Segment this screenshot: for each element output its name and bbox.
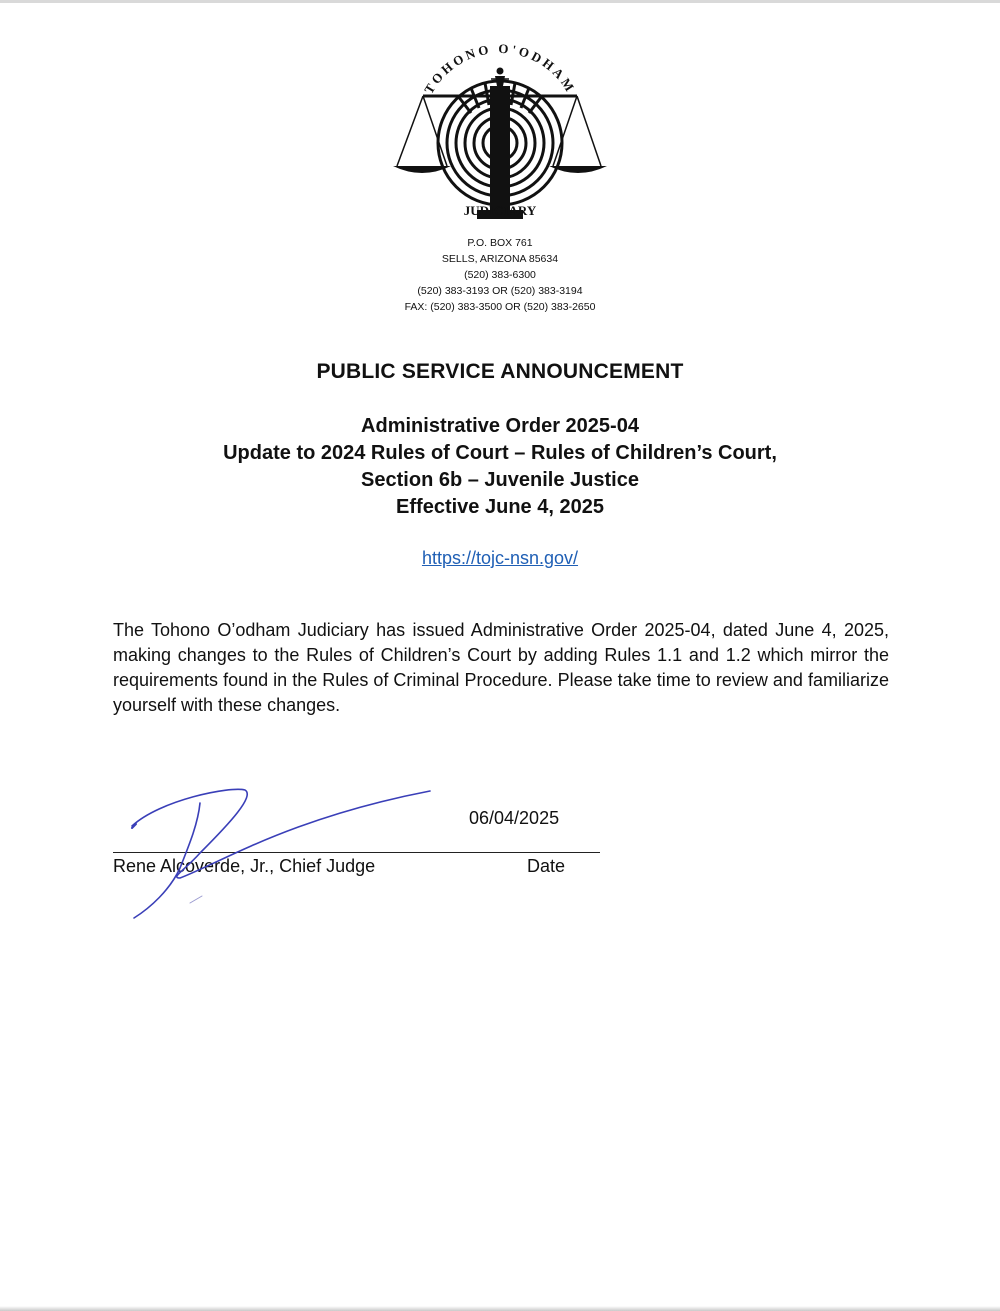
order-heading [0,413,1000,521]
address-alt-phones: (520) 383-3193 OR (520) 383-3194 [417,285,583,297]
order-subject: Update to 2024 Rules of Court – Rules of Children’s Court, [223,442,777,464]
address-city: SELLS, ARIZONA 85634 [441,253,559,265]
signature-date-value: 06/04/2025 [469,808,560,828]
date-label: Date [527,856,566,876]
scan-top-edge [0,0,1000,3]
address-block [0,235,1000,315]
url-container [0,548,1000,569]
address-fax: FAX: (520) 383-3500 OR (520) 383-2650 [404,301,596,313]
announcement-title: PUBLIC SERVICE ANNOUNCEMENT [316,360,684,383]
scan-bottom-edge [0,1306,1000,1311]
signature-line [113,852,600,853]
address-po-box: P.O. BOX 761 [467,237,533,249]
address-main-phone: (520) 383-6300 [464,269,536,281]
order-section: Section 6b – Juvenile Justice [361,469,639,491]
handwritten-signature [110,778,440,928]
signer-name: Rene Alcoverde, Jr., Chief Judge [113,856,376,876]
order-effective-date: Effective June 4, 2025 [396,496,604,518]
seal-ring-text: TOHONO O'ODHAM [421,40,579,97]
website-link[interactable]: https://tojc-nsn.gov/ [421,548,579,568]
seal-name: JUDICIARY [463,203,537,218]
order-number: Administrative Order 2025-04 [361,415,639,437]
announcement-body: The Tohono O’odham Judiciary has issued Administrative Order 2025-04, dated June 4, 2025, making changes to the Rules of Children’s Court by adding Rules 1.1 and 1.2 which mirror the requirements found in the Rules of Criminal Procedure. Please take time to review and familiarize yourself with these changes. [113,620,889,715]
judiciary-seal-logo [385,38,615,228]
